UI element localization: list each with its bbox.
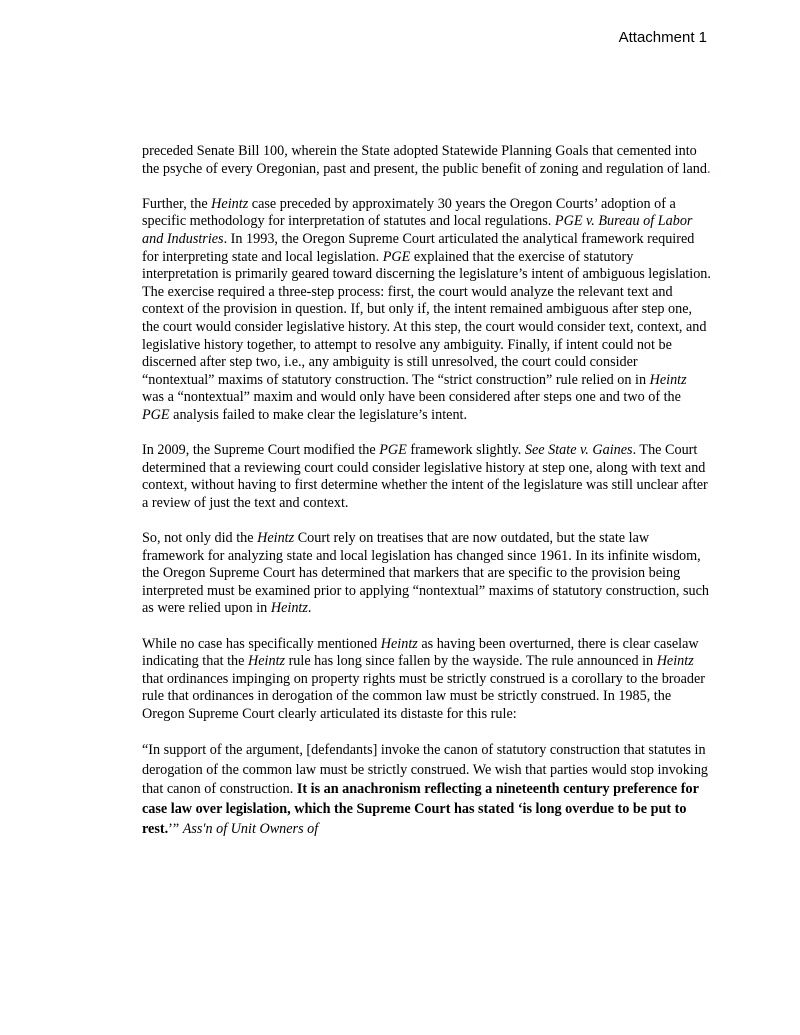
paragraph-senate-bill: preceded Senate Bill 100, wherein the State adopted Statewide Planning Goals that cemented into the psyche of every Oregonian, past and present, the public benefit of zoning and regulation of land. [142,143,711,177]
attachment-label: Attachment 1 [618,29,707,46]
paragraph-gaines: In 2009, the Supreme Court modified the PGE framework slightly. See State v. Gaines. The Court determined that a reviewing court could consider legislative history at step one, along with text and context, without having to first determine whether the intent of the legislature was still unclear after a review of just the text and context. [142,442,708,511]
block-quote: “In support of the argument, [defendants] invoke the canon of statutory construction that statutes in derogation of the common law must be strictly construed. We wish that parties would stop invoking that canon of construction. It is an anachronism reflecting a nineteenth century preference for case law over legislation, which the Supreme Court has stated ‘is long overdue to be put to rest.’” Ass'n of Unit Owners of [142,742,709,837]
paragraph-pge-framework: Further, the Heintz case preceded by approximately 30 years the Oregon Courts’ adoption of a specific methodology for interpretation of statutes and local regulations. PGE v. Bureau of Labor and Industries. In 1993, the Oregon Supreme Court articulated the analytical framework required for interpreting state and local legislation. PGE explained that the exercise of statutory interpretation is primarily geared toward discerning the legislature’s intent of ambiguous legislation. The exercise required a three-step process: first, the court would analyze the relevant text and context of the provision in question. If, but only if, the intent remained ambiguous after step one, the court would consider legislative history. At this step, the court would consider text, context, and legislative history together, to attempt to resolve any ambiguity. Finally, if intent could not be discerned after step two, i.e., any ambiguity is still unresolved, the court could consider “nontextual” maxims of statutory construction. The “strict construction” rule relied on in Heintz was a “nontextual” maxim and would only have been considered after steps one and two of the PGE analysis failed to make clear the legislature’s intent. [142,195,711,423]
document-body [142,143,712,857]
paragraph-overturned: While no case has specifically mentioned Heintz as having been overturned, there is clear caselaw indicating that the Heintz rule has long since fallen by the wayside. The rule announced in Heintz that ordinances impinging on property rights must be strictly construed is a corollary to the broader rule that ordinances in derogation of the common law must be strictly construed. In 1985, the Oregon Supreme Court clearly articulated its distaste for this rule: [142,635,706,722]
paragraph-outdated-treatises: So, not only did the Heintz Court rely on treatises that are now outdated, but the state law framework for analyzing state and local legislation has changed since 1961. In its infinite wisdom, the Oregon Supreme Court has determined that markers that are specific to the provision being interpreted must be examined prior to applying “nontextual” maxims of statutory construction, such as were relied upon in Heintz. [142,530,709,617]
